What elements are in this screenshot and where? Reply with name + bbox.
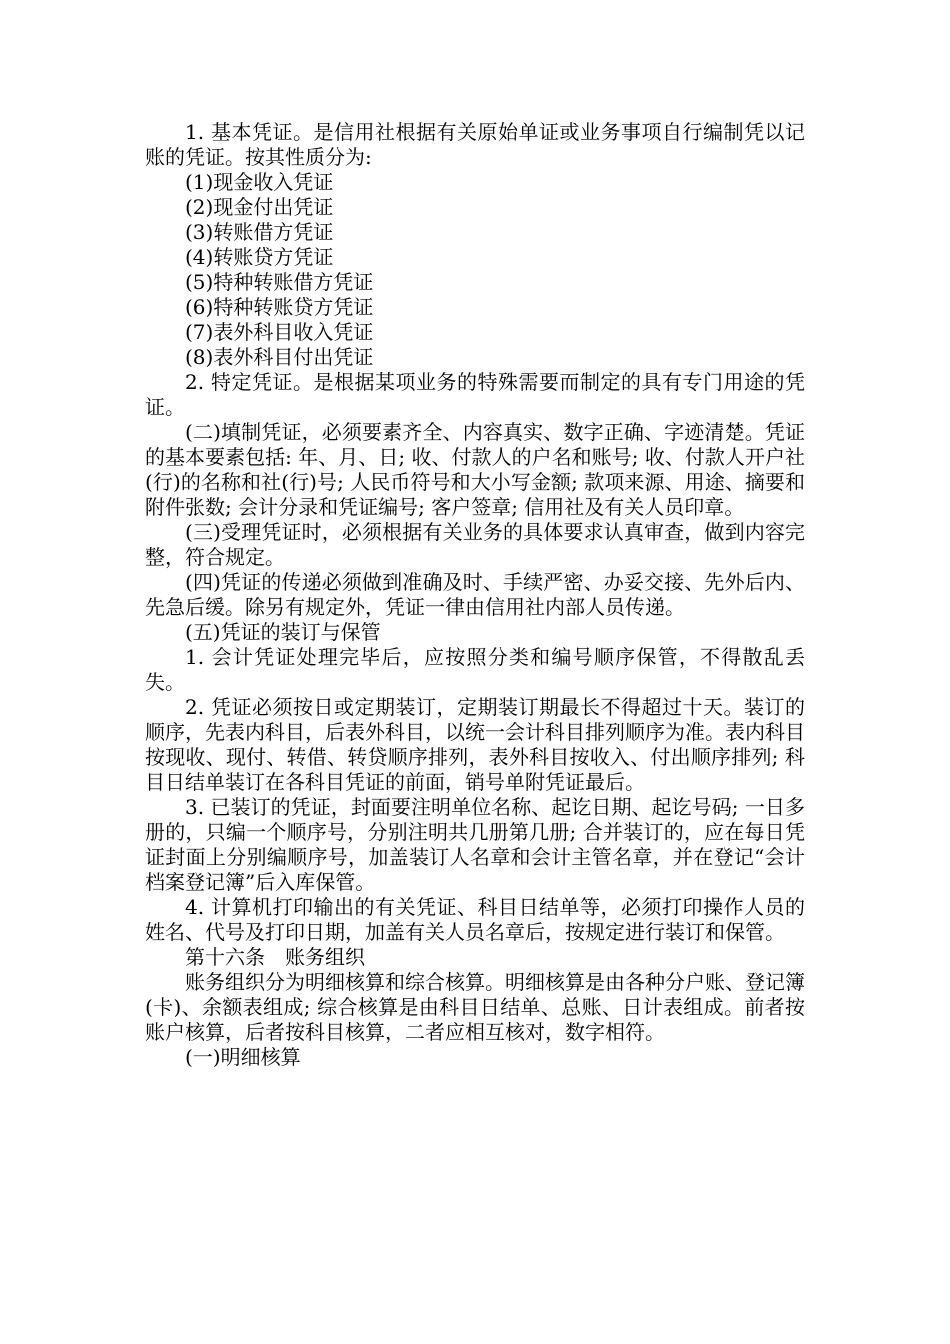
paragraph: 2. 特定凭证。是根据某项业务的特殊需要而制定的具有专门用途的凭证。 [145,370,805,419]
paragraph: 2. 凭证必须按日或定期装订，定期装订期最长不得超过十天。装订的顺序，先表内科目，后表外科目，以统一会计科目排列顺序为准。表内科目按现收、现付、转借、转贷顺序排列，表外科目按收入、付出顺序排列; 科目日结单装订在各科目凭证的前面，销号单附凭证最后。 [145,695,805,794]
paragraph: 账务组织分为明细核算和综合核算。明细核算是由各种分户账、登记簿(卡)、余额表组成; 综合核算是由科目日结单、总账、日计表组成。前者按账户核算，后者按科目核算，二者应相互核对，数字相符。 [145,970,805,1044]
paragraph: (4)转账贷方凭证 [185,245,334,269]
paragraph: (三)受理凭证时，必须根据有关业务的具体要求认真审查，做到内容完整，符合规定。 [145,520,805,569]
paragraph: 第十六条 账务组织 [185,945,365,969]
paragraph: (四)凭证的传递必须做到准确及时、手续严密、办妥交接、先外后内、先急后缓。除另有规定外，凭证一律由信用社内部人员传递。 [145,570,805,619]
paragraph: 1. 基本凭证。是信用社根据有关原始单证或业务事项自行编制凭以记账的凭证。按其性质分为: [145,120,805,169]
document-body [145,120,805,1070]
paragraph: (8)表外科目付出凭证 [185,345,374,369]
paragraph: (7)表外科目收入凭证 [185,320,374,344]
paragraph: (3)转账借方凭证 [185,220,334,244]
paragraph: (5)特种转账借方凭证 [185,270,374,294]
paragraph: (2)现金付出凭证 [185,195,334,219]
paragraph: 4. 计算机打印输出的有关凭证、科目日结单等，必须打印操作人员的姓名、代号及打印日期，加盖有关人员名章后，按规定进行装订和保管。 [145,895,805,944]
paragraph: 1. 会计凭证处理完毕后，应按照分类和编号顺序保管，不得散乱丢失。 [145,645,805,694]
paragraph: (五)凭证的装订与保管 [185,620,381,644]
paragraph: (1)现金收入凭证 [185,170,334,194]
paragraph: (二)填制凭证，必须要素齐全、内容真实、数字正确、字迹清楚。凭证的基本要素包括: 年、月、日; 收、付款人的户名和账号; 收、付款人开户社(行)的名称和社(行)号; 人民币符号和大小写金额; 款项来源、用途、摘要和附件张数; 会计分录和凭证编号; 客户签章; 信用社及有关人员印章。 [145,420,805,519]
paragraph: 3. 已装订的凭证，封面要注明单位名称、起讫日期、起讫号码; 一日多册的，只编一个顺序号，分别注明共几册第几册; 合并装订的，应在每日凭证封面上分别编顺序号，加盖装订人名章和会计主管名章，并在登记“会计档案登记簿”后入库保管。 [145,795,805,894]
paragraph: (6)特种转账贷方凭证 [185,295,374,319]
paragraph: (一)明细核算 [185,1045,301,1069]
